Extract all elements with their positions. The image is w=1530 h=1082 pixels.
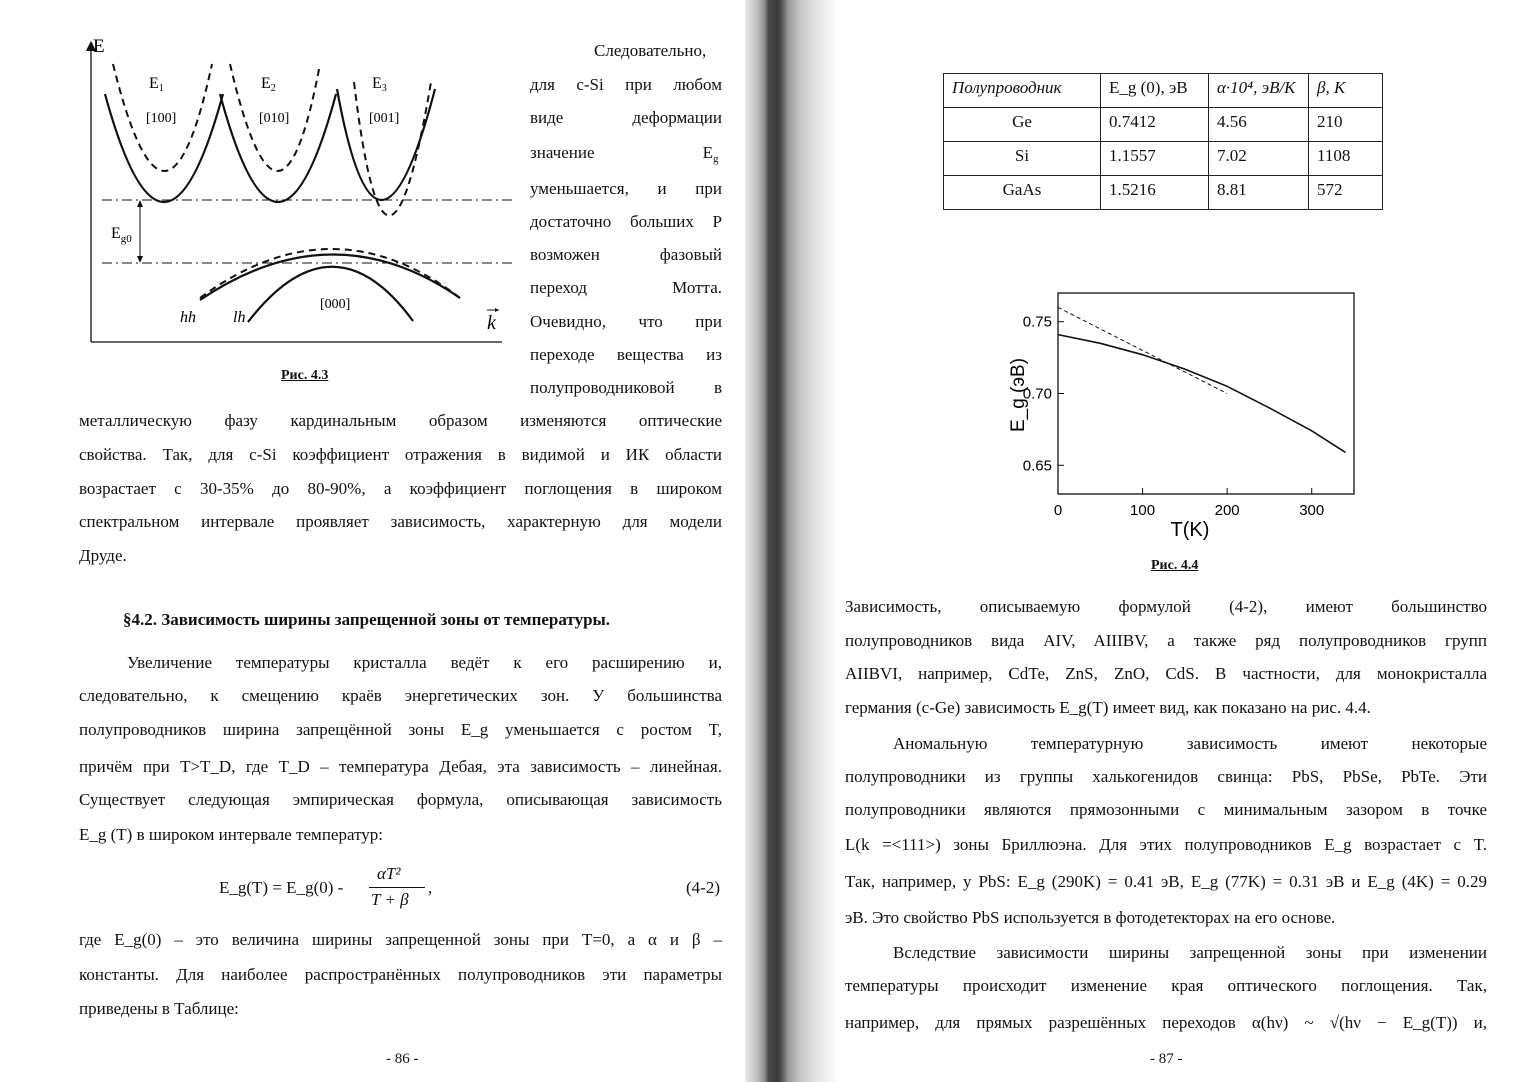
right-para3-line-1: Вследствие зависимости ширины запрещенной зоны при изменении [893,943,1487,962]
table-cell: 1108 [1309,142,1383,176]
left-page [0,0,745,1082]
x-axis-label: T(K) [1170,519,1210,541]
side-text-line-6: достаточно больших P [530,212,722,231]
side-text-line-2: для c-Si при любом [530,75,722,94]
para2-line-1: Увеличение температуры кристалла ведёт к его расширению и, [127,653,722,672]
parameters-table [943,73,1383,210]
para1-line-2: свойства. Так, для c-Si коэффициент отражения в видимой и ИК области [79,445,722,464]
y-tick-label: 0.65 [1022,457,1052,475]
formula-lhs: E_g(T) = E_g(0) - [219,878,344,897]
side-text-subscript: g [713,153,719,165]
table-cell: Si [944,142,1101,176]
valley-label-e2: E2 [261,75,276,94]
para1-line-1: металлическую фазу кардинальным образом изменяются оптические [79,411,722,430]
table-header-cell: β, К [1309,74,1383,108]
formula-tail: , [428,878,433,897]
valley-001-solid [337,89,435,200]
y-axis-label: E_g (эВ) [1008,357,1029,433]
side-text-line-3: виде деформации [530,108,722,127]
formula-denominator: T + β [371,890,409,909]
gap-label: $E_{g0}$ [111,225,132,245]
valley-direction-100: [100] [146,111,177,126]
x-tick-label: 0 [1053,502,1063,519]
para1-line-3: возрастает с 30-35% до 80-90%, а коэффициент поглощения в широком [79,479,722,498]
para3-line-1: где E_g(0) – это величина ширины запрещенной зоны при T=0, а α и β – [79,930,722,949]
y-tick-label: 0.70 [1022,385,1052,403]
para2-line-3: полупроводников ширина запрещённой зоны E_g уменьшается с ростом T, [79,720,722,739]
table-cell: 210 [1309,108,1383,142]
x-tick-label: 100 [1130,502,1156,519]
right-para3-line-3: например, для прямых разрешённых переходов α(hν) ~ √(hν − E_g(T)) и, [845,1013,1487,1032]
valley-label-e3: E3 [372,75,387,94]
formula-number: (4-2) [686,878,720,897]
table-row [944,176,1383,210]
x-tick-label: 200 [1214,502,1240,519]
valence-label-000: [000] [320,297,351,312]
table-cell: Ge [944,108,1101,142]
figure-4-4-chart [1000,285,1370,545]
valence-band-dashed [200,249,460,298]
table-cell: GaAs [944,176,1101,210]
valley-label-e1: E1 [149,75,164,94]
y-tick-label: 0.75 [1022,313,1052,331]
table-header-cell: E_g (0), эВ [1101,74,1209,108]
valley-direction-001: [001] [369,111,400,126]
para1-line-4: спектральном интервале проявляет зависимость, характерную для модели [79,512,722,531]
right-para2-line-6: эВ. Это свойство PbS используется в фотодетекторах на его основе. [845,908,1336,927]
right-para2-line-5: Так, например, у PbS: E_g (290K) = 0.41 эВ, E_g (77K) = 0.31 эВ и E_g (4K) = 0.29 [845,872,1487,891]
side-text-line-7: возможен фазовый [530,245,722,264]
hh-label: hh [180,309,196,326]
figure-4-4-caption: Рис. 4.4 [1151,558,1199,573]
lh-label: lh [233,309,246,326]
formula-fraction-bar [369,887,425,888]
para2-line-4: причём при T>T_D, где T_D – температура Дебая, эта зависимость – линейная. [79,757,722,776]
para2-line-2: следовательно, к смещению краёв энергетических зон. У большинства [79,686,722,705]
k-axis-label: k [487,312,496,334]
figure-4-3 [80,34,520,350]
right-para2-line-1: Аномальную температурную зависимость имеют некоторые [893,734,1487,753]
table-header-cell: α·10⁴, эВ/К [1209,74,1309,108]
table-cell: 1.1557 [1101,142,1209,176]
side-text-line-10: переходе вещества из [530,345,722,364]
x-tick-label: 300 [1299,502,1325,519]
para2-line-5: Существует следующая эмпирическая формула, описывающая зависимость [79,790,722,809]
linear-extrapolation-line [1058,307,1227,393]
right-para3-line-2: температуры происходит изменение края оптического поглощения. Так, [845,976,1487,995]
side-text-line-11: полупроводниковой в [530,378,722,397]
para2-line-6: E_g (T) в широком интервале температур: [79,825,383,844]
valence-band-hh [200,254,460,300]
right-para1-line-1: Зависимость, описываемую формулой (4-2), имеют большинство [845,597,1487,616]
para1-line-5: Друде. [79,546,127,565]
valley-direction-010: [010] [259,111,290,126]
table-cell: 8.81 [1209,176,1309,210]
right-para1-line-4: германия (c-Ge) зависимость E_g(T) имеет вид, как показано на рис. 4.4. [845,698,1371,717]
right-para2-line-2: полупроводники из группы халькогенидов свинца: PbS, PbSe, PbTe. Эти [845,767,1487,786]
para3-line-3: приведены в Таблице: [79,999,239,1018]
side-text-line-9: Очевидно, что при [530,312,722,331]
e-axis-label: E [93,36,105,57]
formula-numerator: αT² [377,864,401,883]
table-cell: 572 [1309,176,1383,210]
book-spine-shadow [745,0,835,1082]
figure-4-3-caption: Рис. 4.3 [281,368,329,383]
page-number-left: - 86 - [386,1051,419,1067]
table-header-row [944,74,1383,108]
table-header-cell: Полупроводник [944,74,1101,108]
side-text-line-4: значение E [530,143,713,162]
table-cell: 1.5216 [1101,176,1209,210]
side-text-line-5: уменьшается, и при [530,179,722,198]
section-heading: §4.2. Зависимость ширины запрещенной зоны от температуры. [123,610,611,629]
table-row [944,142,1383,176]
eg-vs-t-curve [1058,335,1346,453]
plot-frame [1058,293,1354,494]
table-row [944,108,1383,142]
right-para1-line-2: полупроводников вида AIV, AIIIBV, а также ряд полупроводников групп [845,631,1487,650]
table-cell: 0.7412 [1101,108,1209,142]
right-para2-line-4: L(k =<111>) зоны Бриллюэна. Для этих полупроводников E_g возрастает с T. [845,835,1487,854]
side-text-line-1: Следовательно, [594,41,707,60]
valence-band-lh [248,267,413,322]
right-para1-line-3: AIIBVI, например, CdTe, ZnS, ZnO, CdS. В частности, для монокристалла [845,664,1487,683]
table-cell: 4.56 [1209,108,1309,142]
table-cell: 7.02 [1209,142,1309,176]
page-number-right: - 87 - [1150,1051,1183,1067]
right-para2-line-3: полупроводники являются прямозонными с минимальным зазором в точке [845,800,1487,819]
side-text-line-8: переход Мотта. [530,278,722,297]
para3-line-2: константы. Для наиболее распространённых полупроводников эти параметры [79,965,722,984]
